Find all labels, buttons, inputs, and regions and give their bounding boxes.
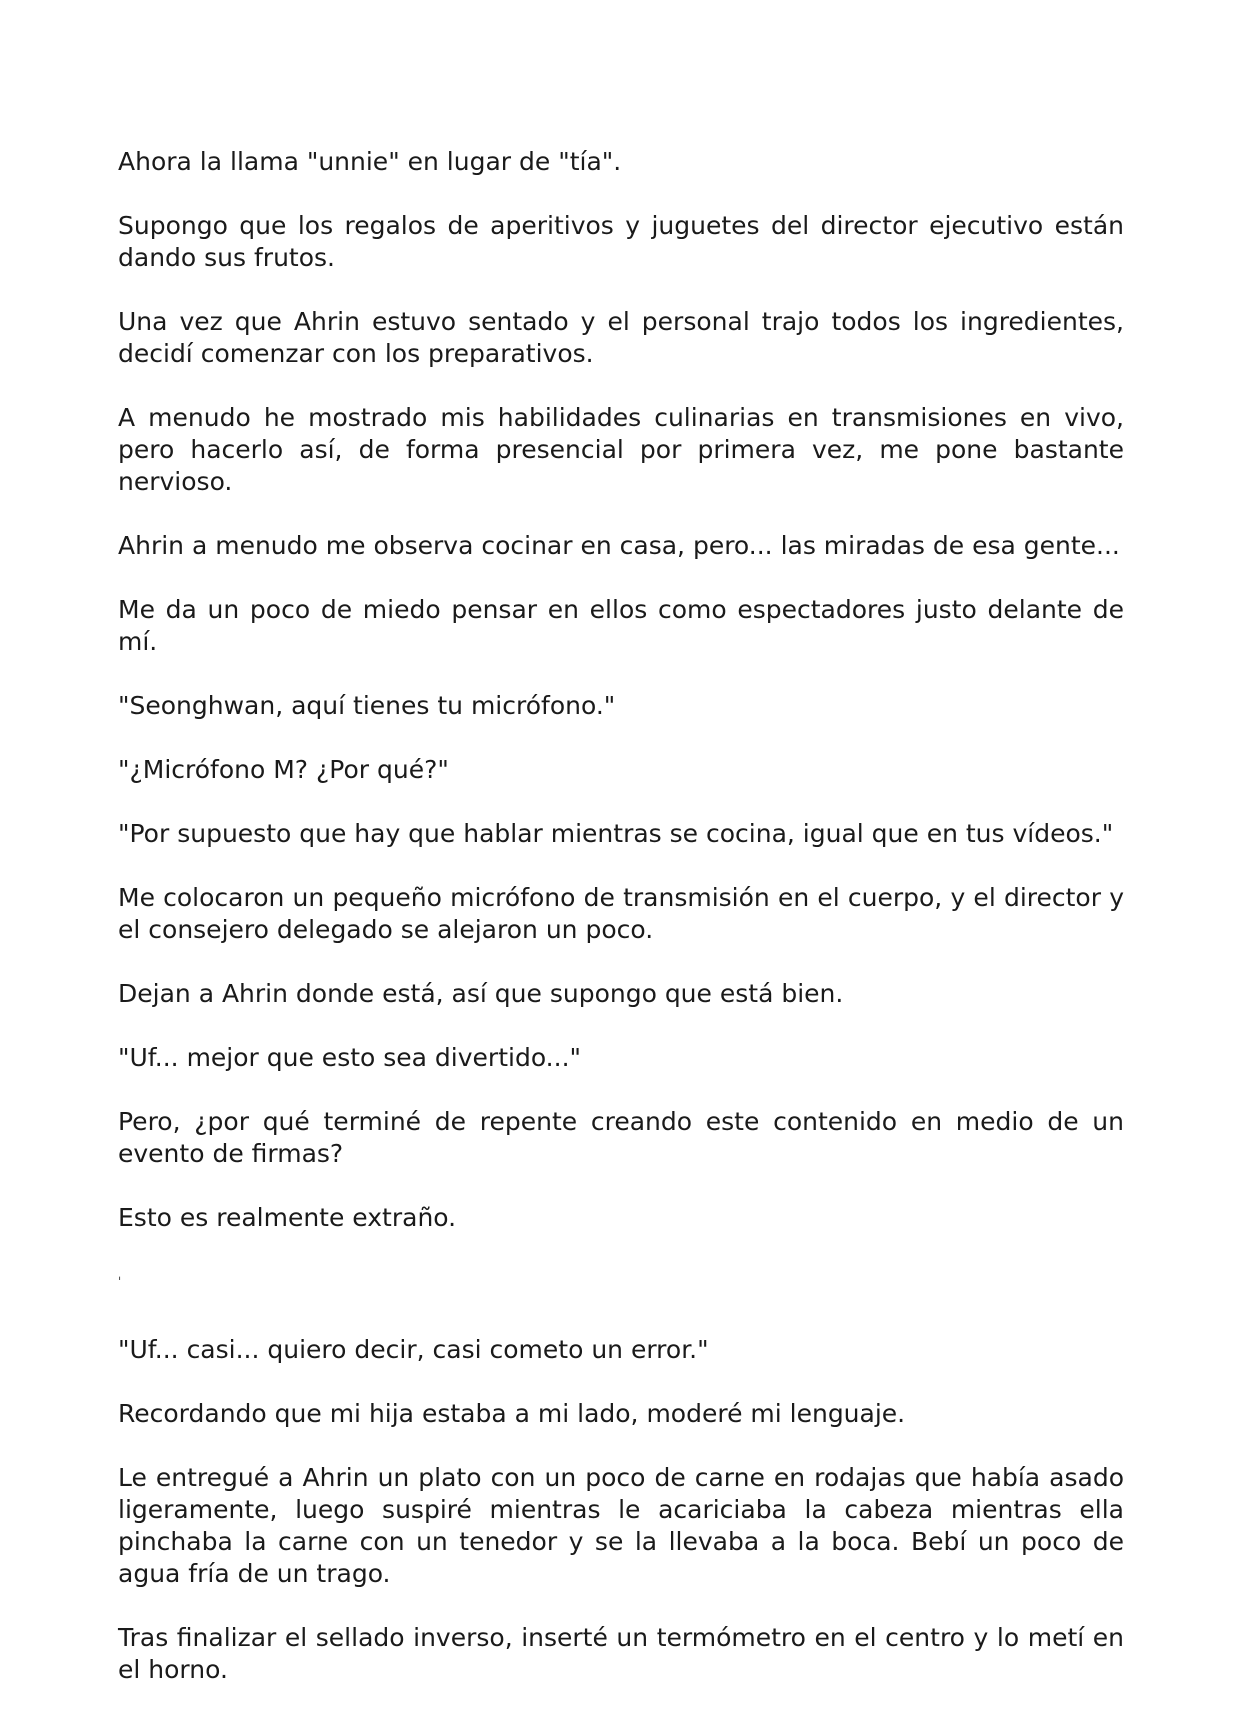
paragraph: Pero, ¿por qué terminé de repente creando este contenido en medio de un evento de firmas? [118,1107,1124,1168]
paragraph: "Uf... mejor que esto sea divertido..." [118,1043,582,1072]
paragraph: Ahrin a menudo me observa cocinar en casa, pero... las miradas de esa gente... [118,531,1120,560]
paragraph: Recordando que mi hija estaba a mi lado, moderé mi lenguaje. [118,1399,906,1428]
paragraph: Dejan a Ahrin donde está, así que supongo que está bien. [118,979,844,1008]
stray-mark: ˈ [118,1275,122,1289]
paragraph: Supongo que los regalos de aperitivos y juguetes del director ejecutivo están dando sus frutos. [118,211,1124,272]
paragraph: "Uf... casi... quiero decir, casi cometo un error." [118,1335,709,1364]
paragraph: Me da un poco de miedo pensar en ellos como espectadores justo delante de mí. [118,595,1124,656]
paragraph: "Seonghwan, aquí tienes tu micrófono." [118,691,616,720]
paragraph: Le entregué a Ahrin un plato con un poco de carne en rodajas que había asado ligeramente, luego suspiré mientras le acariciaba la cabeza mientras ella pinchaba la carne con un tenedor y se la llevaba a la boca. Bebí un poco de agua fría de un trago. [118,1463,1124,1588]
paragraph: "Por supuesto que hay que hablar mientras se cocina, igual que en tus vídeos." [118,819,1114,848]
paragraph: Me colocaron un pequeño micrófono de transmisión en el cuerpo, y el director y el consejero delegado se alejaron un poco. [118,883,1124,944]
paragraph: Esto es realmente extraño. [118,1203,457,1232]
paragraph: "¿Micrófono M? ¿Por qué?" [118,755,449,784]
document-body [118,146,1124,1718]
paragraph: Tras finalizar el sellado inverso, inserté un termómetro en el centro y lo metí en el horno. [118,1623,1124,1684]
paragraph: Ahora la llama "unnie" en lugar de "tía". [118,147,622,176]
paragraph: A menudo he mostrado mis habilidades culinarias en transmisiones en vivo, pero hacerlo así, de forma presencial por primera vez, me pone bastante nervioso. [118,403,1124,496]
paragraph: Una vez que Ahrin estuvo sentado y el personal trajo todos los ingredientes, decidí comenzar con los preparativos. [118,307,1124,368]
